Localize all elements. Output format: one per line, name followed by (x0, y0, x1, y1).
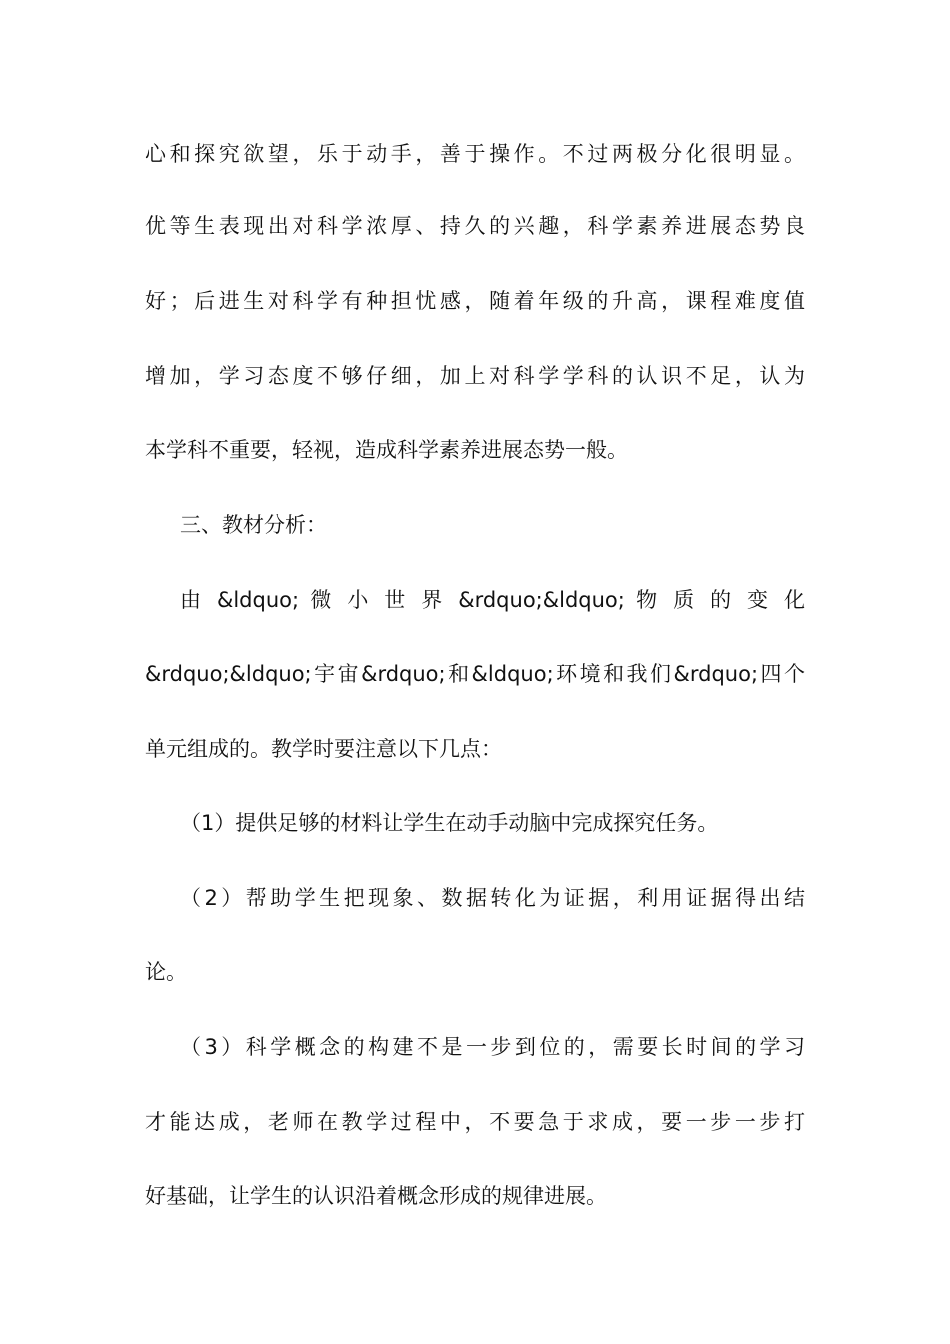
paragraph-line: 本学科不重要，轻视，造成科学素养进展态势一般。 (145, 438, 628, 462)
paragraph-line: 心和探究欲望，乐于动手，善于操作。不过两极分化很明显。 (145, 142, 805, 166)
paragraph-line: 才能达成，老师在教学过程中，不要急于求成，要一步一步打 (145, 1110, 805, 1134)
paragraph-line: 优等生表现出对科学浓厚、持久的兴趣，科学素养进展态势良 (145, 214, 805, 238)
list-item: （1）提供足够的材料让学生在动手动脑中完成探究任务。 (180, 811, 719, 835)
paragraph-line: 好基础，让学生的认识沿着概念形成的规律进展。 (145, 1184, 607, 1208)
paragraph-line: 增加，学习态度不够仔细，加上对科学学科的认识不足，认为 (145, 364, 805, 388)
list-item: （2）帮助学生把现象、数据转化为证据，利用证据得出结 (180, 886, 805, 910)
list-item: （3）科学概念的构建不是一步到位的，需要长时间的学习 (180, 1035, 805, 1059)
paragraph-line: &rdquo;&ldquo;宇宙&rdquo;和&ldquo;环境和我们&rdquo;四个 (145, 662, 805, 686)
paragraph-line: 论。 (145, 960, 187, 984)
paragraph-line: 单元组成的。教学时要注意以下几点： (145, 737, 502, 761)
section-heading: 三、教材分析： (180, 513, 327, 537)
paragraph-line: 由 &ldquo; 微 小 世 界 &rdquo;&ldquo; 物 质 的 变 化 (180, 588, 805, 612)
paragraph-line: 好；后进生对科学有种担忧感，随着年级的升高，课程难度值 (145, 289, 805, 313)
